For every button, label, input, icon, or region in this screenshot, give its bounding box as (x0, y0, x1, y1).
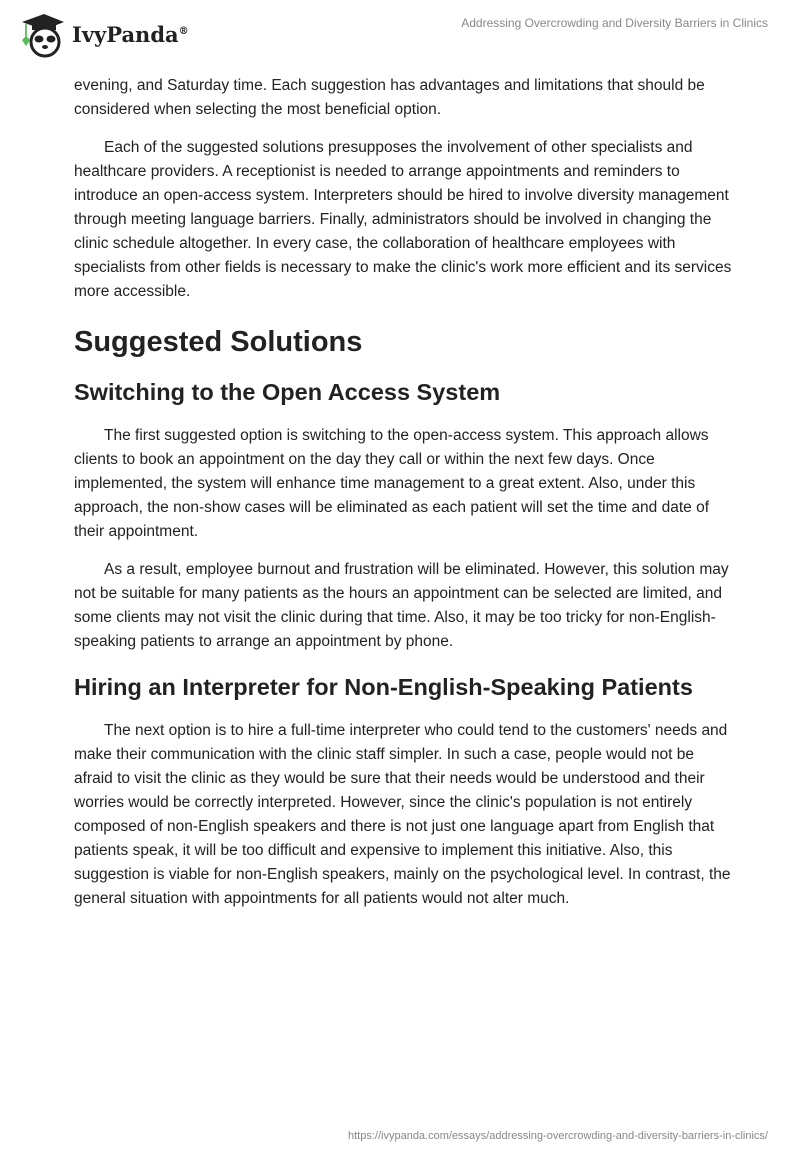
paragraph: Each of the suggested solutions presupposes the involvement of other specialists and healthcare providers. A receptionist is needed to arrange appointments and reminders to introduce an open-access system. Interpreters should be hired to involve diversity management through meeting language barriers. Finally, administrators should be involved in changing the clinic schedule altogether. In every case, the collaboration of healthcare employees with specialists from other fields is necessary to make the clinic's work more efficient and its services more accessible. (74, 139, 732, 300)
panda-logo-icon (18, 10, 66, 58)
paragraph: The next option is to hire a full-time interpreter who could tend to the customers' needs and make their communication with the clinic staff simpler. In such a case, people would not be afraid to visit the clinic as they would be sure that their needs would be understood and their worries would be correctly interpreted. However, since the clinic's population is not entirely composed of non-English speakers and there is not just one language apart from English that patients speak, it will be too difficult and expensive to implement this initiative. Also, this suggestion is viable for non-English speakers, mainly on the psychological level. In contrast, the general situation with appointments for all patients would not alter much. (74, 722, 731, 907)
section-heading: Suggested Solutions (74, 326, 363, 358)
document-title: Addressing Overcrowding and Diversity Barriers in Clinics (461, 16, 768, 30)
paragraph: evening, and Saturday time. Each suggestion has advantages and limitations that should be considered when selecting the most beneficial option. (74, 77, 705, 118)
paragraph: The first suggested option is switching to the open-access system. This approach allows clients to book an appointment on the day they call or within the next few days. Once implemented, the system will enhance time management to a great extent. Also, under this approach, the non-show cases will be eliminated as each patient will set the time and date of their appointment. (74, 427, 710, 540)
logo-text: IvyPanda® (72, 21, 189, 47)
subsection-heading: Hiring an Interpreter for Non-English-Speaking Patients (74, 674, 693, 700)
footer-url[interactable]: https://ivypanda.com/essays/addressing-overcrowding-and-diversity-barriers-in-clinics/ (348, 1130, 768, 1142)
paragraph: As a result, employee burnout and frustration will be eliminated. However, this solution may not be suitable for many patients as the hours an appointment can be selected are limited, and some clients may not visit the clinic during that time. Also, it may be too tricky for non-English-speaking patients to arrange an appointment by phone. (74, 561, 729, 650)
article-body (74, 74, 734, 925)
subsection-heading: Switching to the Open Access System (74, 379, 501, 405)
logo[interactable] (18, 10, 189, 58)
